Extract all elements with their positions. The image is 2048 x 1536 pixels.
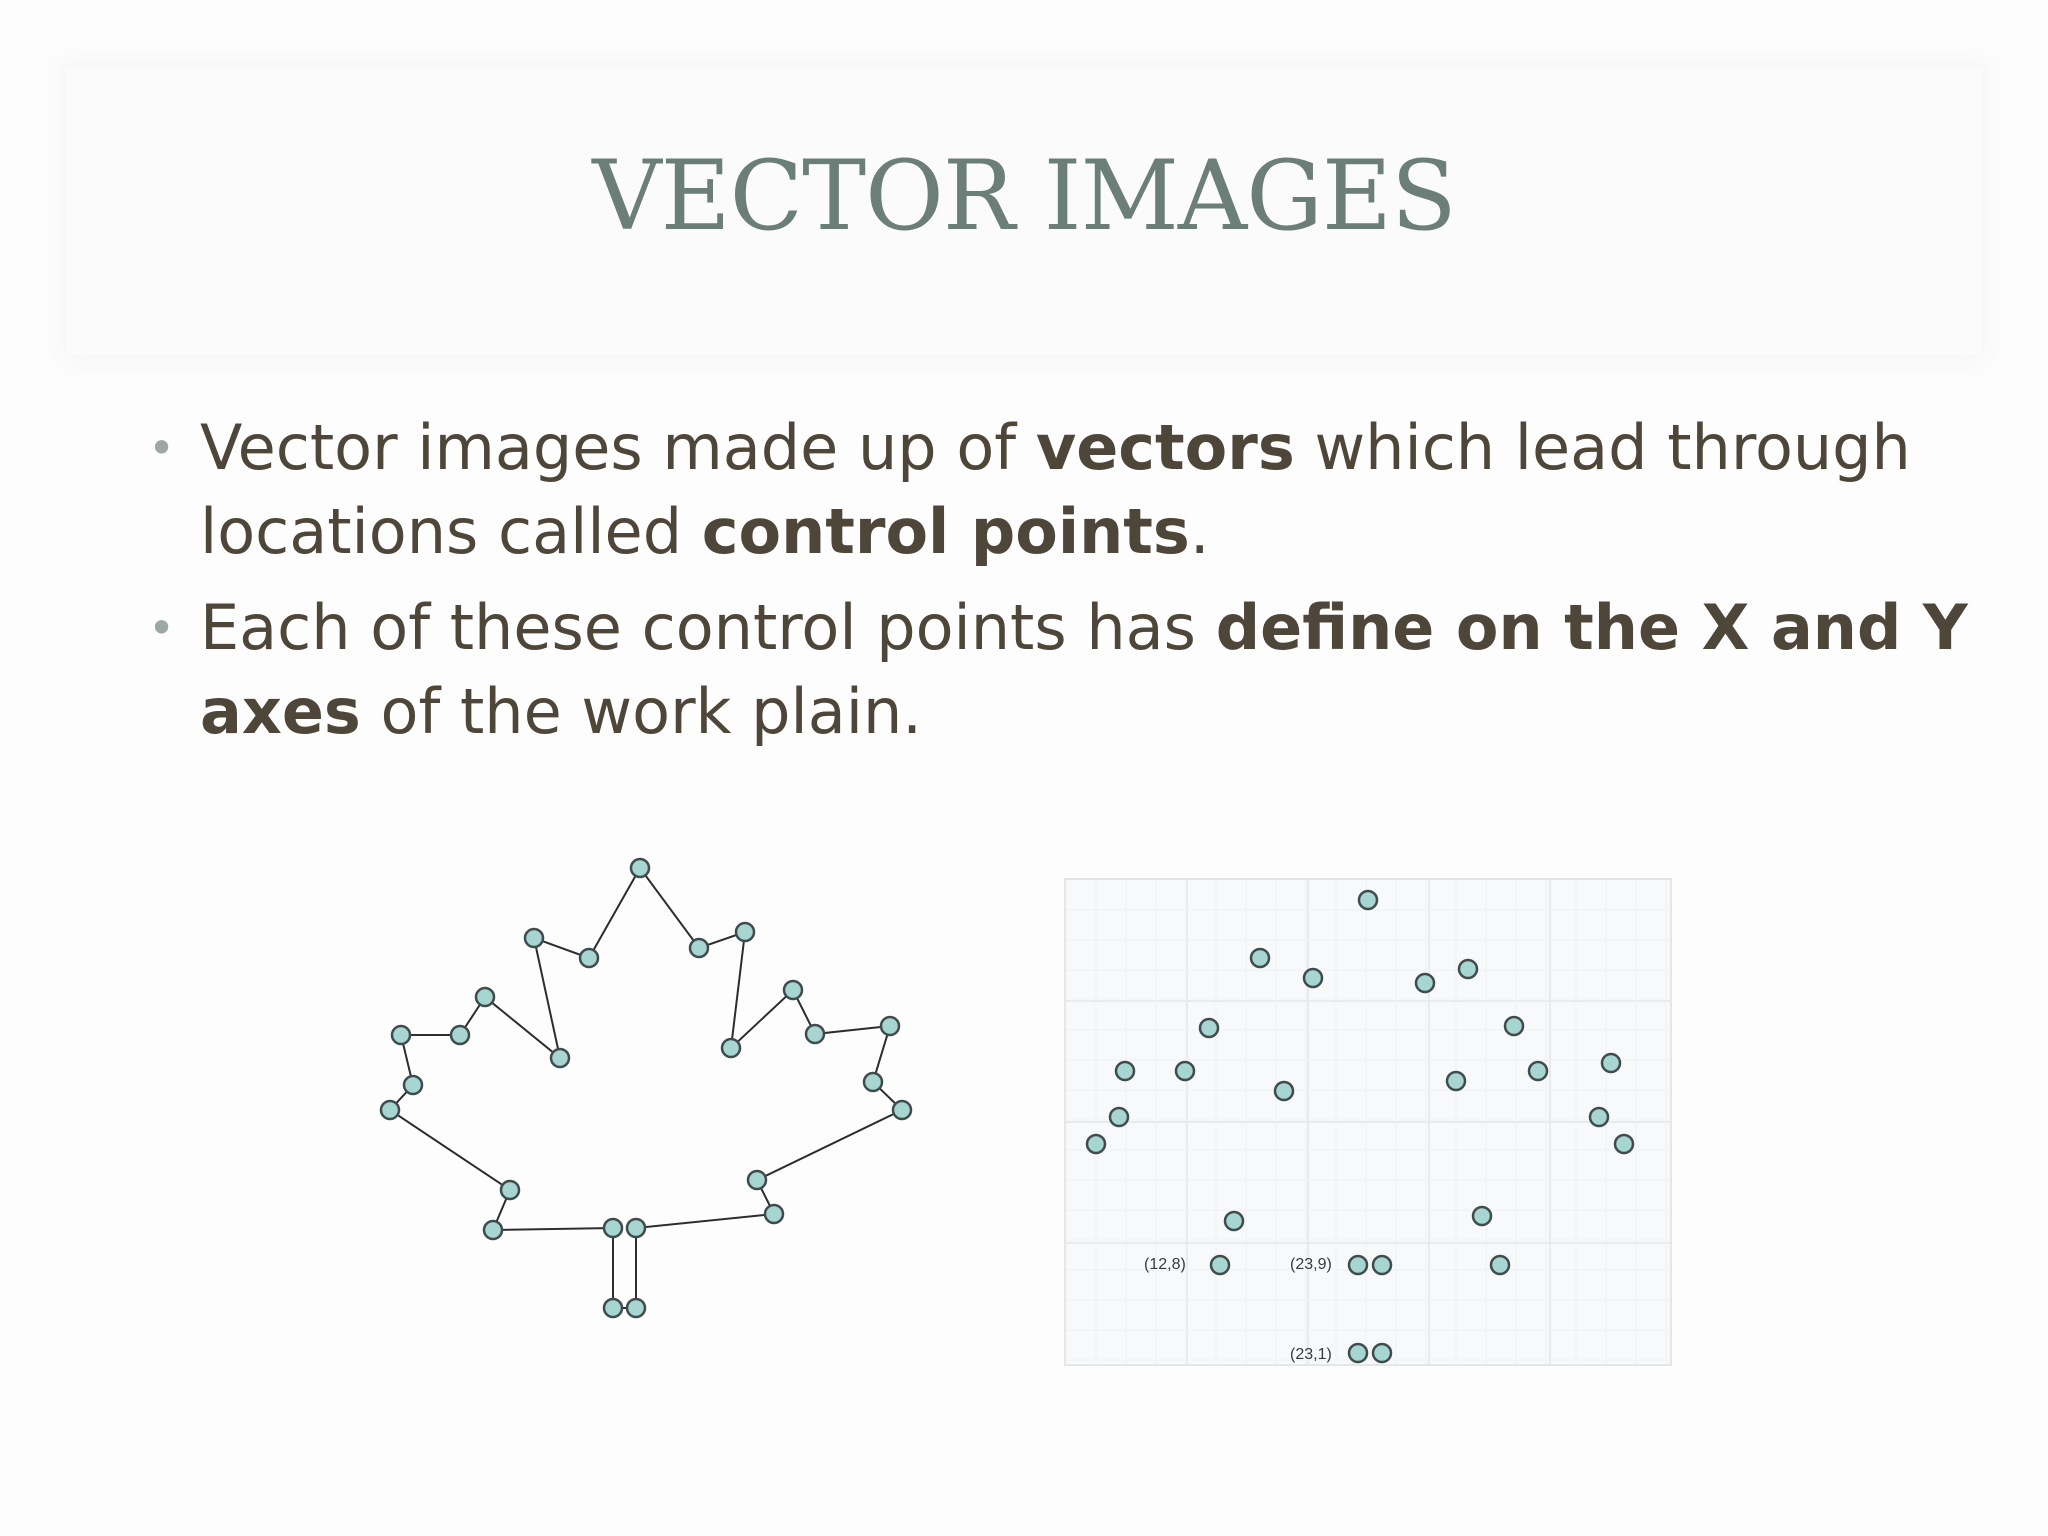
control-point bbox=[1200, 1019, 1218, 1037]
control-point bbox=[1304, 969, 1322, 987]
control-point-grid-figure bbox=[1064, 878, 1672, 1366]
control-point bbox=[1473, 1207, 1491, 1225]
control-point bbox=[1349, 1344, 1367, 1362]
control-point bbox=[1110, 1108, 1128, 1126]
bullet-text: Each of these control points has bbox=[200, 591, 1216, 664]
control-point bbox=[1211, 1256, 1229, 1274]
control-point bbox=[627, 1299, 645, 1317]
coord-label: (23,1) bbox=[1290, 1346, 1332, 1363]
control-point bbox=[404, 1076, 422, 1094]
control-point bbox=[806, 1025, 824, 1043]
bullet-list bbox=[148, 406, 1998, 766]
bullet-item bbox=[148, 406, 1998, 574]
control-point bbox=[1116, 1062, 1134, 1080]
control-point bbox=[1176, 1062, 1194, 1080]
control-point bbox=[1373, 1256, 1391, 1274]
control-point bbox=[1349, 1256, 1367, 1274]
control-point bbox=[1529, 1062, 1547, 1080]
control-point bbox=[1615, 1135, 1633, 1153]
control-point bbox=[1373, 1344, 1391, 1362]
bullet-text: Vector images made up of bbox=[200, 411, 1036, 484]
control-point bbox=[1087, 1135, 1105, 1153]
control-point bbox=[893, 1101, 911, 1119]
coord-label: (23,9) bbox=[1290, 1256, 1332, 1273]
control-point bbox=[1590, 1108, 1608, 1126]
bold-term: define on the X and Y axes bbox=[200, 591, 1968, 748]
bullet-dot-icon: • bbox=[148, 421, 176, 475]
control-point bbox=[627, 1219, 645, 1237]
control-point bbox=[525, 929, 543, 947]
bullet-text: which lead through locations called bbox=[200, 411, 1911, 568]
bullet-text: . bbox=[1189, 495, 1210, 568]
leaf-outline bbox=[390, 868, 902, 1308]
control-point bbox=[604, 1219, 622, 1237]
control-point bbox=[631, 859, 649, 877]
control-point bbox=[1251, 949, 1269, 967]
control-point bbox=[451, 1026, 469, 1044]
bullet-dot-icon: • bbox=[148, 601, 176, 655]
control-point bbox=[881, 1017, 899, 1035]
control-point bbox=[748, 1171, 766, 1189]
control-point bbox=[476, 988, 494, 1006]
control-point bbox=[484, 1221, 502, 1239]
control-point bbox=[690, 939, 708, 957]
control-point bbox=[722, 1039, 740, 1057]
control-point bbox=[784, 981, 802, 999]
control-point bbox=[1275, 1082, 1293, 1100]
control-point bbox=[1416, 974, 1434, 992]
control-point bbox=[864, 1073, 882, 1091]
control-point bbox=[1491, 1256, 1509, 1274]
slide-title: VECTOR IMAGES bbox=[592, 140, 1456, 252]
bold-term: vectors bbox=[1035, 411, 1295, 484]
control-point bbox=[1602, 1054, 1620, 1072]
control-point bbox=[392, 1026, 410, 1044]
control-point bbox=[1447, 1072, 1465, 1090]
control-point bbox=[604, 1299, 622, 1317]
control-point bbox=[736, 923, 754, 941]
bold-term: control points bbox=[701, 495, 1190, 568]
control-point bbox=[501, 1181, 519, 1199]
control-point bbox=[580, 949, 598, 967]
control-point bbox=[1359, 891, 1377, 909]
control-point bbox=[1505, 1017, 1523, 1035]
grid-svg bbox=[1066, 880, 1670, 1364]
control-point bbox=[765, 1205, 783, 1223]
bullet-text: of the work plain. bbox=[360, 675, 922, 748]
control-point bbox=[381, 1101, 399, 1119]
control-point bbox=[1225, 1212, 1243, 1230]
control-point bbox=[1459, 960, 1477, 978]
coord-label: (12,8) bbox=[1144, 1256, 1186, 1273]
bullet-item bbox=[148, 586, 1998, 754]
control-point bbox=[551, 1049, 569, 1067]
maple-leaf-vector-figure bbox=[360, 850, 920, 1350]
